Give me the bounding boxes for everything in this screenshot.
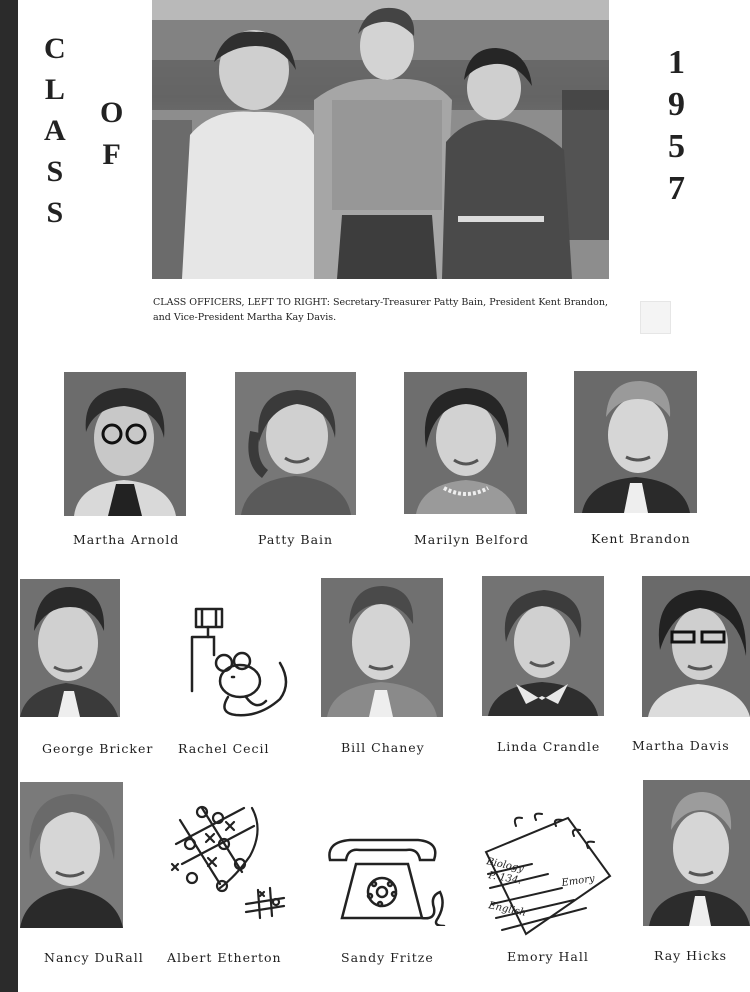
portrait-photo (20, 579, 120, 717)
student-name: Martha Arnold (73, 532, 180, 547)
mouse-doodle (188, 603, 293, 721)
officers-caption (153, 295, 633, 325)
heading-letter: S (46, 196, 64, 229)
student-name: Rachel Cecil (178, 741, 270, 756)
portrait-photo (482, 576, 604, 716)
heading-letter: O (100, 96, 124, 129)
year-digit: 1 (668, 44, 685, 81)
notebook-text: English (487, 900, 527, 919)
class-officers-photo-art (152, 0, 609, 279)
tic-tac-toe-doodle (162, 800, 290, 922)
student-name: Martha Davis (632, 738, 730, 753)
student-name: Kent Brandon (591, 531, 691, 546)
blank-label-patch (641, 302, 670, 333)
caption-line-1 (153, 295, 633, 310)
caption-lead: CLASS OFFICERS, LEFT TO RIGHT: (153, 297, 330, 308)
student-name: Nancy DuRall (44, 950, 144, 965)
caption-text: Secretary-Treasurer Patty Bain, President Kent Brandon, (329, 297, 608, 308)
portrait-photo (574, 371, 697, 513)
portrait-photo (64, 372, 186, 516)
student-name: Emory Hall (507, 949, 589, 964)
student-name: Bill Chaney (341, 740, 425, 755)
class-heading (44, 34, 66, 228)
portrait-photo (321, 578, 443, 717)
notebook-doodle (482, 812, 614, 936)
student-name: Ray Hicks (654, 948, 728, 963)
heading-letter: C (44, 32, 66, 65)
student-name: Linda Crandle (497, 739, 601, 754)
year-digit: 9 (668, 86, 685, 123)
caption-line-2: and Vice-President Martha Kay Davis. (153, 312, 337, 323)
of-heading (100, 98, 123, 170)
notebook-text: Emory (560, 873, 596, 889)
notebook-text: P. 134. (487, 870, 523, 887)
page-binding-edge (0, 0, 18, 992)
year-heading (668, 46, 685, 206)
telephone-doodle (322, 834, 447, 926)
class-officers-photo (152, 0, 609, 279)
student-name: Marilyn Belford (414, 532, 530, 547)
notebook-text: Biology (485, 856, 525, 875)
heading-letter: F (102, 138, 121, 171)
portrait-photo (643, 780, 750, 926)
portrait-photo (642, 576, 750, 717)
portrait-photo (404, 372, 527, 514)
student-name: Sandy Fritze (341, 950, 434, 965)
portrait-photo (235, 372, 356, 515)
year-digit: 7 (668, 170, 685, 207)
student-name: Albert Etherton (167, 950, 282, 965)
heading-letter: S (46, 155, 64, 188)
student-name: George Bricker (42, 741, 154, 756)
student-name: Patty Bain (258, 532, 334, 547)
heading-letter: A (44, 114, 66, 147)
portrait-photo (20, 782, 123, 928)
year-digit: 5 (668, 128, 685, 165)
heading-letter: L (44, 73, 65, 106)
